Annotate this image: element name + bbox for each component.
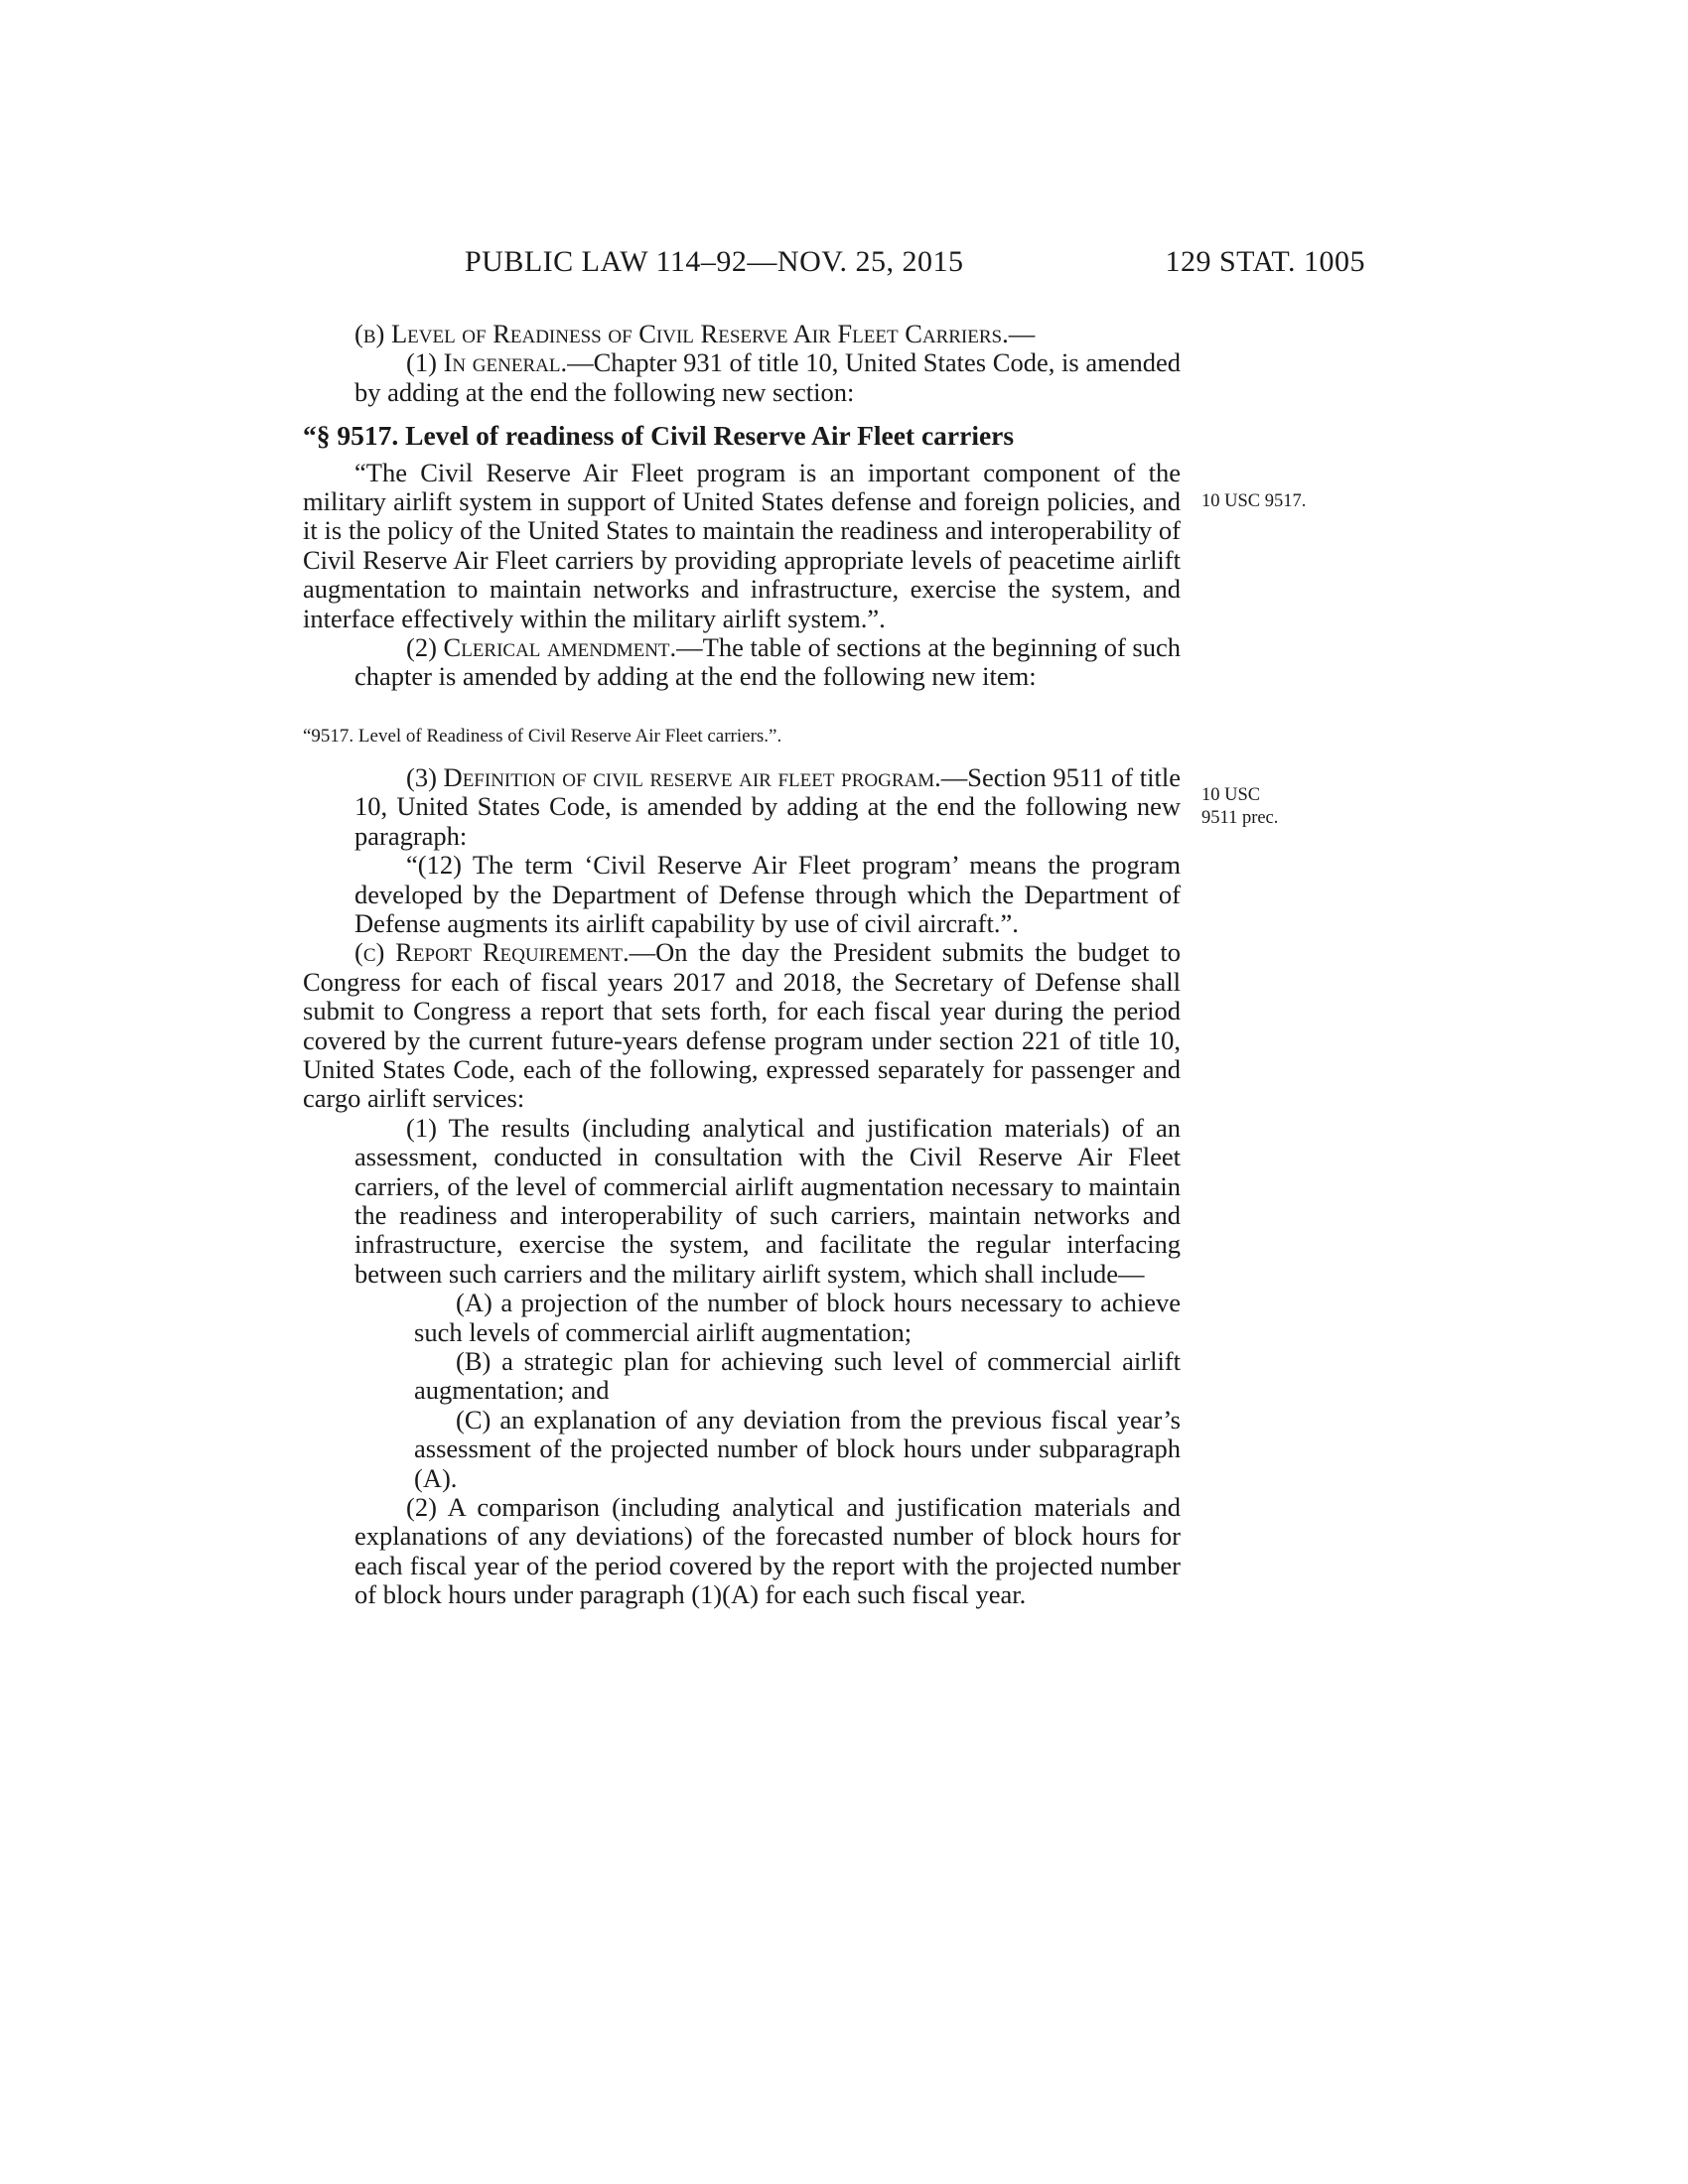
paragraph-2-label: (2) Clerical amendment. (406, 632, 677, 663)
body-text (303, 320, 1181, 1610)
public-law-title: PUBLIC LAW 114–92—NOV. 25, 2015 (465, 245, 964, 278)
paragraph-3-label: (3) Definition of civil reserve air fleet program. (406, 761, 941, 792)
margin-note-usc-9511-line2: 9511 prec. (1201, 808, 1279, 828)
paragraph-2 (303, 633, 1181, 692)
subparagraph-b: (B) a strategic plan for achieving such level of commercial airlift augmentation; and (414, 1346, 1181, 1406)
section-heading: “§ 9517. Level of readiness of Civil Reserve Air Fleet carriers (303, 420, 1015, 452)
paragraph-2-text: —The table of sections at the beginning of such chapter is amended by adding at the end the following new item: (354, 632, 1181, 692)
paragraph-3-text: —Section 9511 of title 10, United States Code, is amended by adding at the end the following new paragraph: (354, 761, 1181, 851)
subsection-c-text: —On the day the President submits the budget to Congress for each of fiscal years 2017 and 2018, the Secretary of Defense shall submit to Congress a report that sets forth, for each fiscal year during the period covered by the current future-years defense program under section 221 of title 10, United States Code, each of the following, expressed separately for passenger and cargo airlift services: (303, 937, 1182, 1114)
margin-note-usc-9517: 10 USC 9517. (1201, 491, 1307, 511)
table-of-sections-item: “9517. Level of Readiness of Civil Reserve Air Fleet carriers.”. (303, 725, 782, 747)
paragraph-3 (303, 763, 1181, 851)
paragraph-1 (303, 348, 1181, 407)
paragraph-12-quote: “(12) The term ‘Civil Reserve Air Fleet program’ means the program developed by the Department of Defense through which the Department of Defense augments its airlift capability by use of civil aircraft.”. (354, 850, 1181, 938)
margin-note-usc-9511-line1: 10 USC (1201, 785, 1261, 805)
section-text: “The Civil Reserve Air Fleet program is an important component of the military airlift system in support of United States defense and foreign policies, and it is the policy of the United States to maintain the readiness and interoperability of Civil Reserve Air Fleet carriers by providing appropriate levels of peacetime airlift augmentation to maintain networks and infrastructure, exercise the system, and interface effectively within the military airlift system.”. (303, 457, 1181, 633)
paragraph-c1: (1) The results (including analytical and justification materials) of an assessment, conducted in consultation with the Civil Reserve Air Fleet carriers, of the level of commercial airlift augmentation necessary to maintain the readiness and interoperability of such carriers, maintain networks and infrastructure, exercise the system, and facilitate the regular interfacing between such carriers and the military airlift system, which shall include— (354, 1112, 1181, 1289)
paragraph-1-label: (1) In general. (406, 347, 568, 378)
subparagraph-c: (C) an explanation of any deviation from the previous fiscal year’s assessment of the projected number of block hours under subparagraph (A). (414, 1404, 1181, 1493)
running-head (303, 245, 1365, 285)
subsection-c-label: (c) Report Requirement. (354, 937, 630, 968)
paragraph-c2: (2) A comparison (including analytical and justification materials and explanations of any deviations) of the forecasted number of block hours for each fiscal year of the period covered by the report with the projected number of block hours under paragraph (1)(A) for each such fiscal year. (354, 1492, 1181, 1610)
subsection-c (303, 938, 1181, 1113)
subsection-b-heading: (b) Level of Readiness of Civil Reserve Air Fleet Carriers.— (354, 319, 1036, 348)
paragraph-1-text: —Chapter 931 of title 10, United States Code, is amended by adding at the end the following new section: (354, 347, 1181, 407)
statute-page-number: 129 STAT. 1005 (1165, 245, 1365, 278)
subparagraph-a: (A) a projection of the number of block hours necessary to achieve such levels of commercial airlift augmentation; (414, 1288, 1181, 1347)
